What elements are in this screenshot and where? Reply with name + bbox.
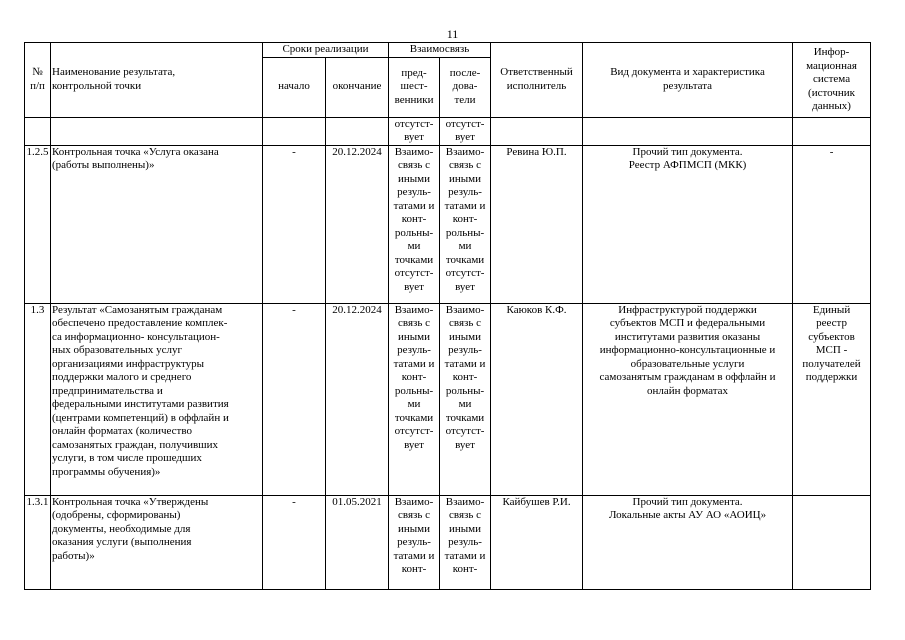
cell-start: - (263, 145, 326, 303)
table-row (25, 495, 871, 589)
cell-info-system: - (793, 145, 871, 303)
header-num: № п/п (25, 43, 51, 118)
header-relations: Взаимосвязь (389, 43, 491, 58)
header-name: Наименование результата, контрольной точки (51, 43, 263, 118)
cell-responsible: Ревина Ю.П. (491, 145, 583, 303)
cell-doc-type: Инфраструктурой поддержки субъектов МСП и федеральными институтами развития оказаны информационно-консультационные и образовательные услуги самозанятым гражданам в оффлайн и онлайн форматах (583, 303, 793, 495)
cell-start (263, 117, 326, 145)
cell-num: 1.2.5 (25, 145, 51, 303)
cell-info-system: Единый реестр субъектов МСП - получателей поддержки (793, 303, 871, 495)
cell-start: - (263, 495, 326, 589)
cell-responsible: Каюков К.Ф. (491, 303, 583, 495)
cell-predecessors: Взаимо- связь с иными резуль- татами и конт- рольны- ми точками отсутст- вует (389, 145, 440, 303)
cell-name: Контрольная точка «Утверждены (одобрены, сформированы) документы, необходимые для оказания услуги (выполнения работы)» (51, 495, 263, 589)
cell-start: - (263, 303, 326, 495)
cell-responsible (491, 117, 583, 145)
cell-successors: Взаимо- связь с иными резуль- татами и конт- рольны- ми точками отсутст- вует (440, 145, 491, 303)
cell-predecessors: отсутст- вует (389, 117, 440, 145)
cell-num: 1.3.1 (25, 495, 51, 589)
cell-info-system (793, 495, 871, 589)
cell-num: 1.3 (25, 303, 51, 495)
cell-end: 01.05.2021 (326, 495, 389, 589)
header-start: начало (263, 57, 326, 117)
cell-name (51, 117, 263, 145)
cell-end: 20.12.2024 (326, 145, 389, 303)
cell-successors: Взаимо- связь с иными резуль- татами и конт- (440, 495, 491, 589)
cell-num (25, 117, 51, 145)
cell-predecessors: Взаимо- связь с иными резуль- татами и конт- (389, 495, 440, 589)
cell-info-system (793, 117, 871, 145)
table-row (25, 117, 871, 145)
header-responsible: Ответственный исполнитель (491, 43, 583, 118)
page-number: 11 (446, 27, 459, 41)
cell-doc-type: Прочий тип документа. Локальные акты АУ АО «АОИЦ» (583, 495, 793, 589)
header-end: окончание (326, 57, 389, 117)
cell-doc-type: Прочий тип документа. Реестр АФПМСП (МКК) (583, 145, 793, 303)
cell-name: Контрольная точка «Услуга оказана (работы выполнены)» (51, 145, 263, 303)
cell-successors: Взаимо- связь с иными резуль- татами и конт- рольны- ми точками отсутст- вует (440, 303, 491, 495)
header-info-system: Инфор- мационная система (источник данных) (793, 43, 871, 118)
cell-predecessors: Взаимо- связь с иными резуль- татами и конт- рольны- ми точками отсутст- вует (389, 303, 440, 495)
cell-responsible: Кайбушев Р.И. (491, 495, 583, 589)
cell-doc-type (583, 117, 793, 145)
cell-end (326, 117, 389, 145)
header-predecessors: пред- шест- венники (389, 57, 440, 117)
header-doc-type: Вид документа и характеристика результата (583, 43, 793, 118)
table-row (25, 303, 871, 495)
cell-name: Результат «Самозанятым гражданам обеспечено предоставление комплек- са информационно- консультацион- ных образовательных услуг организациями инфраструктуры поддержки малого и среднего предпринимательства и федеральными институтами развития (центрами компетенций) в оффлайн и онлайн форматах (количество самозанятых граждан, получивших услуги, в том числе прошедших программы обучения)» (51, 303, 263, 495)
cell-end: 20.12.2024 (326, 303, 389, 495)
table-row (25, 145, 871, 303)
header-deadlines: Сроки реализации (263, 43, 389, 58)
plan-table (24, 42, 871, 590)
header-successors: после- дова- тели (440, 57, 491, 117)
cell-successors: отсутст- вует (440, 117, 491, 145)
